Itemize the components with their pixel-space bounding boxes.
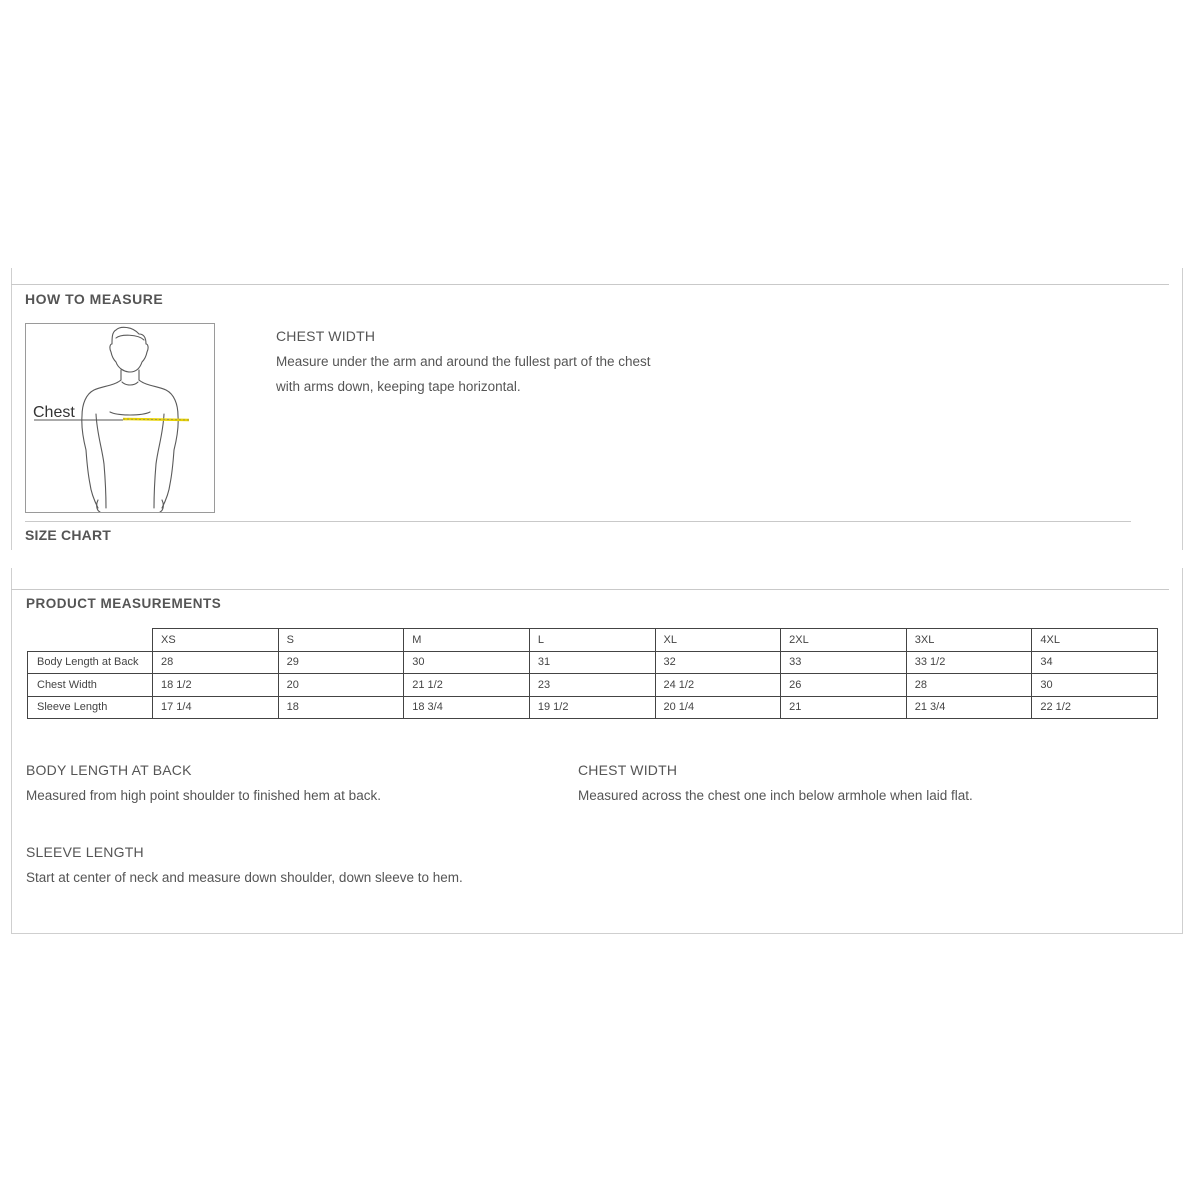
chest-width-heading: CHEST WIDTH	[276, 328, 376, 344]
table-cell: 20 1/4	[655, 696, 781, 719]
measurements-top-divider	[11, 589, 1169, 590]
table-cell: 28	[906, 674, 1032, 697]
table-cell: 20	[278, 674, 404, 697]
row-label: Body Length at Back	[28, 651, 153, 674]
table-cell: 21 1/2	[404, 674, 530, 697]
table-row	[28, 696, 1158, 719]
body-length-description: Measured from high point shoulder to finished hem at back.	[26, 788, 381, 803]
size-header-cell: 2XL	[781, 629, 907, 652]
sleeve-length-heading: SLEEVE LENGTH	[26, 844, 144, 860]
size-header-cell: S	[278, 629, 404, 652]
chest-width-description: Measured across the chest one inch below armhole when laid flat.	[578, 788, 973, 803]
table-cell: 22 1/2	[1032, 696, 1158, 719]
header-corner-cell	[28, 629, 153, 652]
chest-figure-label: Chest	[33, 404, 75, 421]
size-chart-table	[27, 628, 1158, 719]
panel-top-divider	[11, 284, 1169, 285]
chest-width-instruction-line-2: with arms down, keeping tape horizontal.	[276, 379, 521, 394]
table-cell: 33 1/2	[906, 651, 1032, 674]
table-cell: 21	[781, 696, 907, 719]
table-cell: 30	[1032, 674, 1158, 697]
table-cell: 31	[529, 651, 655, 674]
table-cell: 29	[278, 651, 404, 674]
row-label: Chest Width	[28, 674, 153, 697]
table-cell: 19 1/2	[529, 696, 655, 719]
table-cell: 28	[153, 651, 279, 674]
table-cell: 33	[781, 651, 907, 674]
table-cell: 18 3/4	[404, 696, 530, 719]
table-cell: 18 1/2	[153, 674, 279, 697]
row-label: Sleeve Length	[28, 696, 153, 719]
table-cell: 21 3/4	[906, 696, 1032, 719]
sleeve-length-description: Start at center of neck and measure down shoulder, down sleeve to hem.	[26, 870, 463, 885]
size-header-cell: L	[529, 629, 655, 652]
table-cell: 23	[529, 674, 655, 697]
size-header-cell: 3XL	[906, 629, 1032, 652]
how-to-measure-title: HOW TO MEASURE	[25, 291, 164, 307]
table-row	[28, 651, 1158, 674]
chest-width-instruction-line-1: Measure under the arm and around the fullest part of the chest	[276, 354, 651, 369]
size-header-cell: XS	[153, 629, 279, 652]
chest-width-definition-heading: CHEST WIDTH	[578, 762, 678, 778]
table-cell: 24 1/2	[655, 674, 781, 697]
size-chart-title: SIZE CHART	[25, 527, 111, 543]
table-cell: 18	[278, 696, 404, 719]
size-header-row	[28, 629, 1158, 652]
table-cell: 17 1/4	[153, 696, 279, 719]
table-cell: 26	[781, 674, 907, 697]
size-header-cell: M	[404, 629, 530, 652]
table-row	[28, 674, 1158, 697]
table-cell: 30	[404, 651, 530, 674]
table-cell: 34	[1032, 651, 1158, 674]
size-header-cell: 4XL	[1032, 629, 1158, 652]
table-cell: 32	[655, 651, 781, 674]
size-chart-divider	[25, 521, 1131, 522]
body-length-heading: BODY LENGTH AT BACK	[26, 762, 192, 778]
product-measurements-title: PRODUCT MEASUREMENTS	[26, 596, 222, 611]
size-header-cell: XL	[655, 629, 781, 652]
